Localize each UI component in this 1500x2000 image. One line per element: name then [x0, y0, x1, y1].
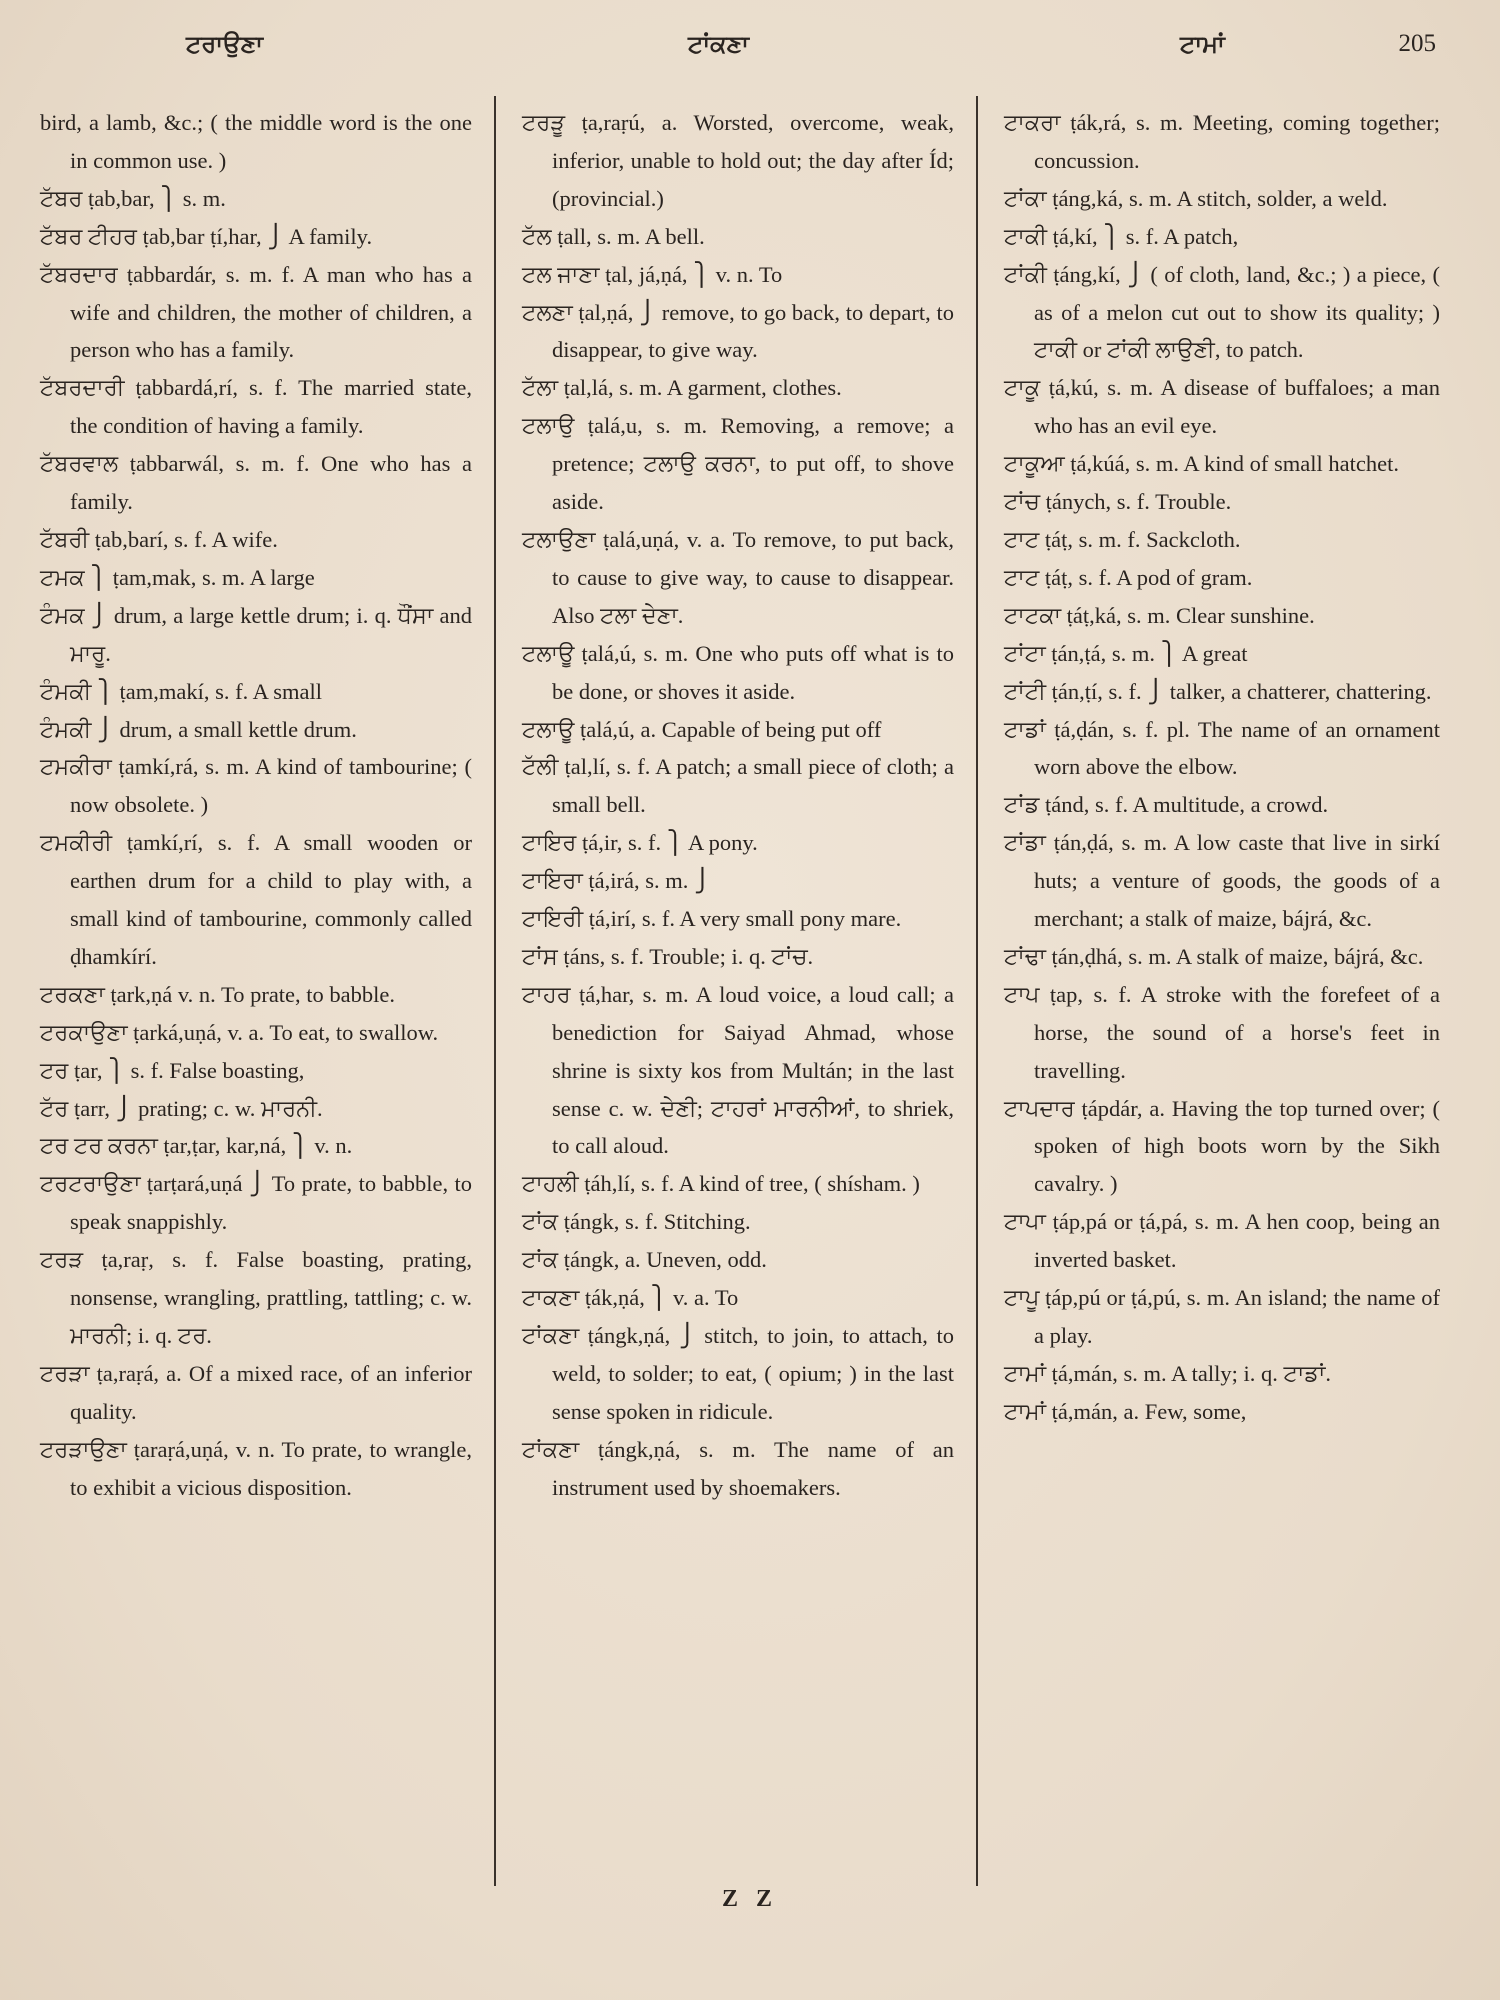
dictionary-entry: ਟੱਬਰਦਾਰ ṭabbardár, s. m. f. A man who has a wife and children, the mother of children, a person who has a family. [40, 261, 472, 363]
column-3 [1004, 104, 1440, 1431]
dictionary-entry: ਟਾਪੂ ṭáp,pú or ṭá,pú, s. m. An island; the name of a play. [1004, 1285, 1440, 1348]
dictionary-entry: ਟਾਂਡਾ ṭán,ḍá, s. m. A low caste that live in sirkí huts; a venture of goods, the goods of a merchant; a stalk of maize, bájrá, &c. [1004, 830, 1440, 932]
dictionary-entry: ਟਮਕੀਰਾ ṭamkí,rá, s. m. A kind of tambourine; ( now obsolete. ) [40, 754, 472, 818]
dictionary-entry: ਟੰਮਕੀ ⎭ drum, a small kettle drum. [40, 716, 357, 742]
dictionary-entry: ਟਰਕਾਉਣਾ ṭarká,uṇá, v. a. To eat, to swallow. [40, 1019, 439, 1045]
dictionary-entry: ਟਾਂਕ ṭángk, s. f. Stitching. [522, 1209, 751, 1235]
dictionary-entry: ਟਾਡਾਂ ṭá,ḍán, s. f. pl. The name of an ornament worn above the elbow. [1004, 716, 1440, 780]
header-guide-word-center: ਟਾਂਕਣਾ [688, 32, 750, 58]
dictionary-entry: ਟੱਬਰ ਟੀਹਰ ṭab,bar ṭí,har, ⎭ A family. [40, 223, 373, 249]
dictionary-entry: ਟਲ ਜਾਣਾ ṭal, já,ṇá, ⎫ v. n. To [522, 261, 783, 287]
dictionary-entry: ਟੱਬਰ ṭab,bar, ⎫ s. m. [40, 185, 226, 211]
dictionary-entry: ਟਰਕਣਾ ṭark,ṇá v. n. To prate, to babble. [40, 981, 396, 1007]
dictionary-entry: ਟੱਬਰਦਾਰੀ ṭabbardá,rí, s. f. The married state, the condition of having a family. [40, 375, 472, 439]
signature-mark: Z Z [721, 1886, 778, 1912]
dictionary-entry: bird, a lamb, &c.; ( the middle word is the one in common use. ) [40, 110, 472, 173]
dictionary-entry: ਟਰੜਾ ṭa,raṛá, a. Of a mixed race, of an inferior quality. [40, 1360, 472, 1424]
dictionary-entry: ਟਾਟ ṭáṭ, s. f. A pod of gram. [1004, 564, 1253, 590]
dictionary-entry: ਟਾਹਰ ṭá,har, s. m. A loud voice, a loud call; a benediction for Saiyad Ahmad, whose shrine is sixty kos from Multán; in the last sense c. w. ਦੇਣੀ; ਟਾਹਰਾਂ ਮਾਰਨੀਆਂ, to shriek, to call aloud. [522, 981, 954, 1159]
dictionary-entry: ਟਾਕਰਾ ṭák,rá, s. m. Meeting, coming together; concussion. [1004, 110, 1440, 173]
dictionary-entry: ਟਾਇਰੀ ṭá,irí, s. f. A very small pony mare. [522, 906, 902, 932]
dictionary-entry: ਟਾਕੀ ṭá,kí, ⎫ s. f. A patch, [1004, 223, 1239, 249]
dictionary-entry: ਟੰਮਕ ⎭ drum, a large kettle drum; i. q. ਧੌਂਸਾ and ਮਾਰੂ. [40, 602, 472, 666]
dictionary-entry: ਟਲਣਾ ṭal,ṇá, ⎭ remove, to go back, to depart, to disappear, to give way. [522, 299, 954, 363]
dictionary-entry: ਟਾਂਕਣਾ ṭángk,ṇá, s. m. The name of an instrument used by shoemakers. [522, 1436, 954, 1500]
dictionary-entry: ਟਾਂਟਾ ṭán,ṭá, s. m. ⎫ A great [1004, 640, 1248, 666]
dictionary-entry: ਟਾਂਕ ṭángk, a. Uneven, odd. [522, 1247, 767, 1273]
header-guide-word-right: ਟਾਮਾਂ [1180, 32, 1225, 58]
dictionary-entry: ਟਰਟਰਾਉਣਾ ṭarṭará,uṇá ⎭ To prate, to babble, to speak snappishly. [40, 1171, 472, 1235]
header-guide-word-left: ਟਰਾਉਣਾ [186, 32, 263, 58]
column-divider-1 [494, 96, 496, 1886]
dictionary-entry: ਟਲਾਊ ṭalá,ú, a. Capable of being put off [522, 716, 882, 742]
dictionary-entry: ਟਾਟ ṭáṭ, s. m. f. Sackcloth. [1004, 526, 1241, 552]
dictionary-entry: ਟਾਕੂ ṭá,kú, s. m. A disease of buffaloes; a man who has an evil eye. [1004, 375, 1440, 439]
dictionary-entry: ਟਲਾਉਣਾ ṭalá,uṇá, v. a. To remove, to put back, to cause to give way, to cause to disappear. Also ਟਲਾ ਦੇਣਾ. [522, 526, 954, 628]
dictionary-entry: ਟਰ ṭar, ⎫ s. f. False boasting, [40, 1057, 305, 1083]
dictionary-entry: ਟਾਪ ṭap, s. f. A stroke with the forefeet of a horse, the sound of a horse's feet in travelling. [1004, 981, 1440, 1083]
dictionary-entry: ਟੱਬਰਵਾਲ ṭabbarwál, s. m. f. One who has a family. [40, 451, 472, 515]
dictionary-entry: ਟੱਲ ṭall, s. m. A bell. [522, 223, 705, 249]
dictionary-entry: ਟਾਂਸ ṭáns, s. f. Trouble; i. q. ਟਾਂਚ. [522, 943, 814, 969]
dictionary-entry: ਟਮਕੀਰੀ ṭamkí,rí, s. f. A small wooden or earthen drum for a child to play with, a small kind of tambourine, commonly called ḍhamkírí. [40, 830, 472, 969]
dictionary-entry: ਟੰਮਕੀ ⎫ ṭam,makí, s. f. A small [40, 678, 322, 704]
dictionary-entry: ਟਰ ਟਰ ਕਰਨਾ ṭar,ṭar, kar,ná, ⎫ v. n. [40, 1133, 353, 1159]
dictionary-entry: ਟਾਪਾ ṭáp,pá or ṭá,pá, s. m. A hen coop, being an inverted basket. [1004, 1209, 1440, 1273]
dictionary-entry: ਟਾਇਰ ṭá,ir, s. f. ⎫ A pony. [522, 830, 758, 856]
dictionary-entry: ਟੱਰ ṭarr, ⎭ prating; c. w. ਮਾਰਨੀ. [40, 1095, 323, 1121]
column-1 [40, 104, 472, 1507]
dictionary-entry: ਟੱਲੀ ṭal,lí, s. f. A patch; a small piece of cloth; a small bell. [522, 754, 954, 818]
dictionary-entry: ਟਾਂਕਾ ṭáng,ká, s. m. A stitch, solder, a weld. [1004, 185, 1388, 211]
dictionary-entry: ਟਰੜਾਉਣਾ ṭaraṛá,uṇá, v. n. To prate, to wrangle, to exhibit a vicious disposition. [40, 1436, 472, 1500]
dictionary-entry: ਟਾਂਕੀ ṭáng,kí, ⎭ ( of cloth, land, &c.; ) a piece, ( as of a melon cut out to show its quality; ) ਟਾਕੀ or ਟਾਂਕੀ ਲਾਉਣੀ, to patch. [1004, 261, 1440, 363]
dictionary-entry: ਟਲਾਊ ṭalá,ú, s. m. One who puts off what is to be done, or shoves it aside. [522, 640, 954, 704]
dictionary-entry: ਟਾਪਦਾਰ ṭápdár, a. Having the top turned over; ( spoken of high boots worn by the Sikh cavalry. ) [1004, 1095, 1440, 1197]
dictionary-entry: ਟਾਮਾਂ ṭá,mán, s. m. A tally; i. q. ਟਾਡਾਂ. [1004, 1360, 1331, 1386]
dictionary-entry: ਟੱਲਾ ṭal,lá, s. m. A garment, clothes. [522, 375, 842, 401]
dictionary-entry: ਟਰੜ ṭa,raṛ, s. f. False boasting, prating, nonsense, wrangling, prattling, tattling; c. w. ਮਾਰਨੀ; i. q. ਟਰ. [40, 1247, 472, 1348]
dictionary-entry: ਟਾਕਣਾ ṭák,ṇá, ⎫ v. a. To [522, 1285, 739, 1311]
column-divider-2 [976, 96, 978, 1886]
dictionary-entry: ਟਾਂਚ ṭánych, s. f. Trouble. [1004, 489, 1232, 515]
dictionary-entry: ਟਾਂਕਣਾ ṭángk,ṇá, ⎭ stitch, to join, to attach, to weld, to solder; to eat, ( opium; ) in the last sense spoken in ridicule. [522, 1323, 954, 1424]
dictionary-entry: ਟਾਕੂਆ ṭá,kúá, s. m. A kind of small hatchet. [1004, 451, 1400, 477]
dictionary-entry: ਟਾਟਕਾ ṭáṭ,ká, s. m. Clear sunshine. [1004, 602, 1315, 628]
dictionary-entry: ਟੱਬਰੀ ṭab,barí, s. f. A wife. [40, 526, 278, 552]
dictionary-entry: ਟਾਇਰਾ ṭá,irá, s. m. ⎭ [522, 868, 711, 894]
running-header [0, 28, 1500, 68]
dictionary-entry: ਟਾਹਲੀ ṭáh,lí, s. f. A kind of tree, ( shísham. ) [522, 1171, 920, 1197]
dictionary-entry: ਟਾਮਾਂ ṭá,mán, a. Few, some, [1004, 1398, 1247, 1424]
dictionary-entry: ਟਾਂਟੀ ṭán,ṭí, s. f. ⎭ talker, a chatterer, chattering. [1004, 678, 1432, 704]
column-2 [522, 104, 954, 1507]
dictionary-entry: ਟਲਾਉ ṭalá,u, s. m. Removing, a remove; a pretence; ਟਲਾਉ ਕਰਨਾ, to put off, to shove aside. [522, 413, 954, 515]
dictionary-entry: ਟਰੜੂ ṭa,raṛú, a. Worsted, overcome, weak, inferior, unable to hold out; the day after Íd; (provincial.) [522, 110, 954, 211]
page-number: 205 [1398, 30, 1436, 57]
dictionary-entry: ਟਾਂਢਾ ṭán,ḍhá, s. m. A stalk of maize, bájrá, &c. [1004, 943, 1424, 969]
dictionary-entry: ਟਮਕ ⎫ ṭam,mak, s. m. A large [40, 564, 315, 590]
dictionary-entry: ਟਾਂਡ ṭánd, s. f. A multitude, a crowd. [1004, 792, 1329, 818]
